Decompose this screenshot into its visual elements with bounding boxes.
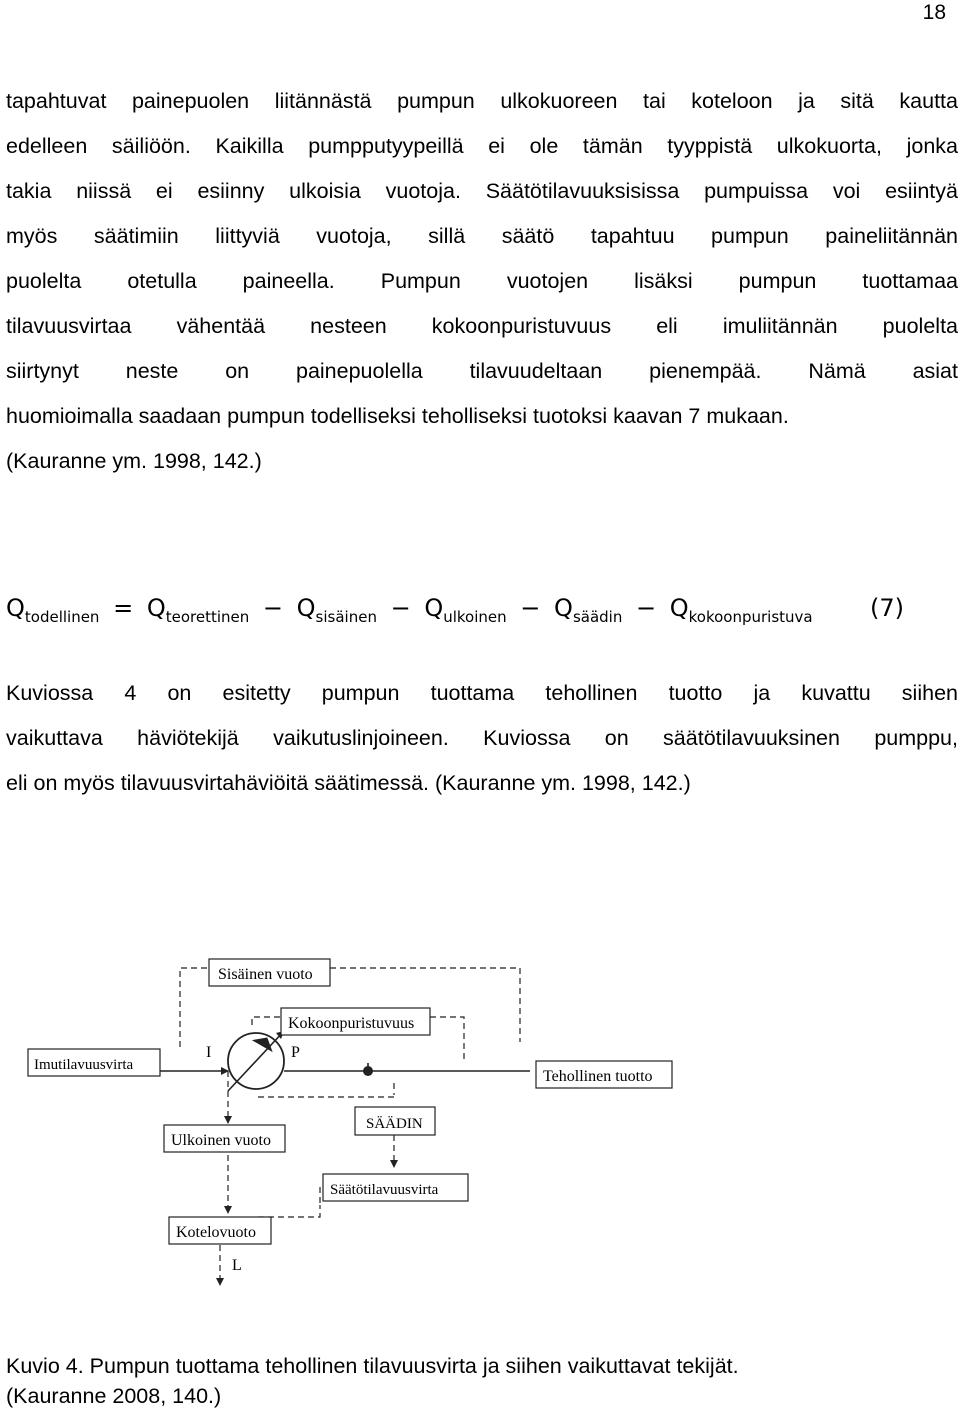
main-flow-line <box>160 1063 530 1071</box>
box-kokoonpuristuvuus <box>281 1008 430 1035</box>
figure-caption <box>6 1351 956 1411</box>
text-line: takia niissä ei esiinny ulkoisia vuotoja. Säätötilavuuksisissa pumpuissa voi esiintyä <box>6 179 958 203</box>
junction-dot <box>363 1066 373 1076</box>
formula-7 <box>6 588 916 628</box>
box-label: Sisäinen vuoto <box>218 966 313 983</box>
box-ulkoinen-vuoto <box>164 1125 285 1152</box>
box-saatotilavuusvirta <box>323 1174 468 1201</box>
box-label: Imutilavuusvirta <box>34 1057 134 1073</box>
port-label-pressure: P <box>291 1044 300 1061</box>
formula-subscript: teorettinen <box>165 608 250 626</box>
text-line: myös säätimiin liittyviä vuotoja, sillä säätö tapahtuu pumpun paineliitännän <box>6 224 958 248</box>
paragraph-1 <box>6 79 958 484</box>
pump-symbol <box>228 1031 284 1091</box>
formula-subscript: todellinen <box>24 608 100 626</box>
line-sisainen-left <box>180 968 209 1047</box>
formula-subscript: ulkoinen <box>443 608 507 626</box>
box-label: Tehollinen tuotto <box>543 1068 653 1085</box>
box-tehollinen-tuotto <box>536 1061 672 1088</box>
line-kokoon-right <box>430 1017 464 1060</box>
line-kokoon-left <box>252 1017 281 1025</box>
box-label: SÄÄDIN <box>366 1116 423 1132</box>
text-line: vaikuttava häviötekijä vaikutuslinjoineen. Kuviossa on säätötilavuuksinen pumppu, <box>6 726 958 750</box>
text-line: huomioimalla saadaan pumpun todelliseksi teholliseksi tuotoksi kaavan 7 mukaan. <box>6 404 789 428</box>
formula-q: Q <box>6 594 25 622</box>
text-line: Kuviossa 4 on esitetty pumpun tuottama tehollinen tuotto ja kuvattu siihen <box>6 681 958 705</box>
formula-q: Q <box>424 594 444 622</box>
formula-subscript: säädin <box>572 608 623 626</box>
text-line: siirtynyt neste on painepuolella tilavuudeltaan pienempää. Nämä asiat <box>6 359 958 383</box>
text-line: puolelta otetulla paineella. Pumpun vuotojen lisäksi pumpun tuottamaa <box>6 269 958 293</box>
box-saadin <box>355 1107 435 1135</box>
caption-line-2: (Kauranne 2008, 140.) <box>6 1384 222 1408</box>
caption-line-1: Kuvio 4. Pumpun tuottama tehollinen tilavuusvirta ja siihen vaikuttavat tekijät. <box>6 1354 739 1378</box>
text-line: edelleen säiliöön. Kaikilla pumpputyypeillä ei ole tämän tyyppistä ulkokuorta, jonka <box>6 134 958 158</box>
port-label-inlet: I <box>206 1044 212 1061</box>
line-saato-join <box>258 1205 320 1217</box>
box-imutilavuusvirta <box>28 1049 160 1076</box>
formula-minus: − <box>262 594 284 622</box>
diagram-svg <box>0 895 960 1315</box>
formula-q: Q <box>146 594 166 622</box>
box-kotelovuoto <box>169 1217 271 1244</box>
page-number: 18 <box>922 1 946 24</box>
formula-minus: − <box>520 594 541 622</box>
box-label: Kokoonpuristuvuus <box>288 1015 415 1032</box>
formula-minus: − <box>635 594 657 622</box>
formula-subscript: sisäinen <box>315 608 377 626</box>
formula-q: Q <box>296 594 316 622</box>
text-line: eli on myös tilavuusvirtahäviöitä säätimessä. (Kauranne ym. 1998, 142.) <box>6 771 691 795</box>
box-label: Ulkoinen vuoto <box>171 1132 271 1149</box>
formula-minus: − <box>390 594 411 622</box>
figure-pump-flow-diagram <box>0 895 960 1315</box>
text-line: (Kauranne ym. 1998, 142.) <box>6 449 262 473</box>
formula-q: Q <box>669 594 689 622</box>
equation-number: (7) <box>870 594 904 622</box>
formula-q: Q <box>554 594 573 622</box>
text-line: tapahtuvat painepuolen liitännästä pumpun ulkokuoreen tai koteloon ja sitä kautta <box>6 89 958 113</box>
formula-equals: = <box>113 594 134 622</box>
box-label: Säätötilavuusvirta <box>330 1182 439 1198</box>
formula-subscript: kokoonpuristuva <box>688 608 813 626</box>
paragraph-2 <box>6 671 958 806</box>
port-label-leak: L <box>232 1257 242 1274</box>
box-sisainen-vuoto <box>209 959 330 986</box>
text-line: tilavuusvirtaa vähentää nesteen kokoonpuristuvuus eli imuliitännän puolelta <box>6 314 958 338</box>
box-label: Kotelovuoto <box>176 1224 256 1241</box>
